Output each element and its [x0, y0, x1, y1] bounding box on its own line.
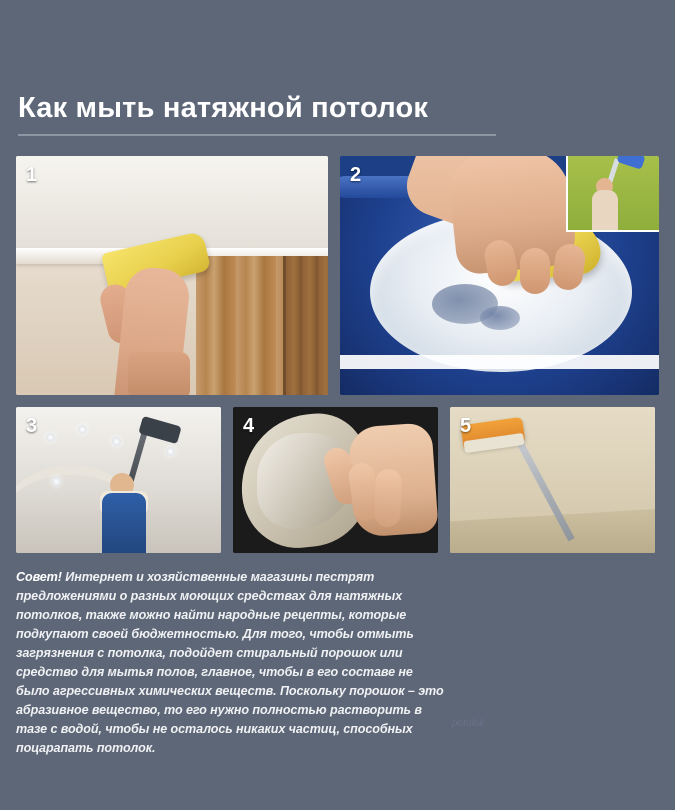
step-number-2: 2 — [350, 164, 362, 186]
title-divider — [18, 134, 496, 136]
page-title: Как мыть натяжной потолок — [18, 92, 429, 124]
steps-grid — [16, 156, 659, 553]
step-photo-4 — [233, 407, 438, 553]
steps-row-top — [16, 156, 659, 395]
spot-lamp — [46, 433, 55, 442]
spot-lamp — [112, 437, 121, 446]
spot-lamp — [166, 447, 175, 456]
step-number-4: 4 — [243, 415, 255, 437]
forearm — [128, 352, 190, 395]
advice-lead: Совет! — [16, 570, 62, 584]
foam-patch-small — [480, 306, 520, 330]
step-number-5: 5 — [460, 415, 472, 437]
spot-lamp — [52, 477, 61, 486]
steps-row-bottom — [16, 407, 659, 553]
bucket-band — [340, 355, 659, 369]
advice-text: Интернет и хозяйственные магазины пестрят предложениями о разных моющих средствах для натяжных потолков, также можно найти народные рецепты, которые подкупают своей бюджетностью. Для того, чтобы отмыть загрязнения с потолка, подойдет стиральный порошок или средство для мытья полов, главное, чтобы в его составе не было агрессивных химических веществ. Поскольку порошок – это абразивное вещество, то его нужно полностью растворить в тазе с водой, чтобы не осталось никаких частиц, способных поцарапать потолок. — [16, 570, 444, 755]
spot-lamp — [78, 425, 87, 434]
person-body — [102, 493, 146, 553]
door-edge — [283, 256, 286, 395]
step-photo-1 — [16, 156, 328, 395]
mop-head-icon — [616, 156, 645, 170]
inset-photo-person-mopping-ceiling — [566, 156, 659, 232]
step-photo-5 — [450, 407, 655, 553]
door-frame — [286, 256, 328, 395]
step-number-3: 3 — [26, 415, 38, 437]
finger — [374, 469, 402, 528]
advice-block — [16, 568, 448, 758]
finger — [520, 248, 550, 294]
watermark: potolok — [452, 718, 485, 729]
step-photo-3 — [16, 407, 221, 553]
step-number-1: 1 — [26, 164, 38, 186]
step-photo-2 — [340, 156, 659, 395]
person-body — [592, 190, 618, 230]
